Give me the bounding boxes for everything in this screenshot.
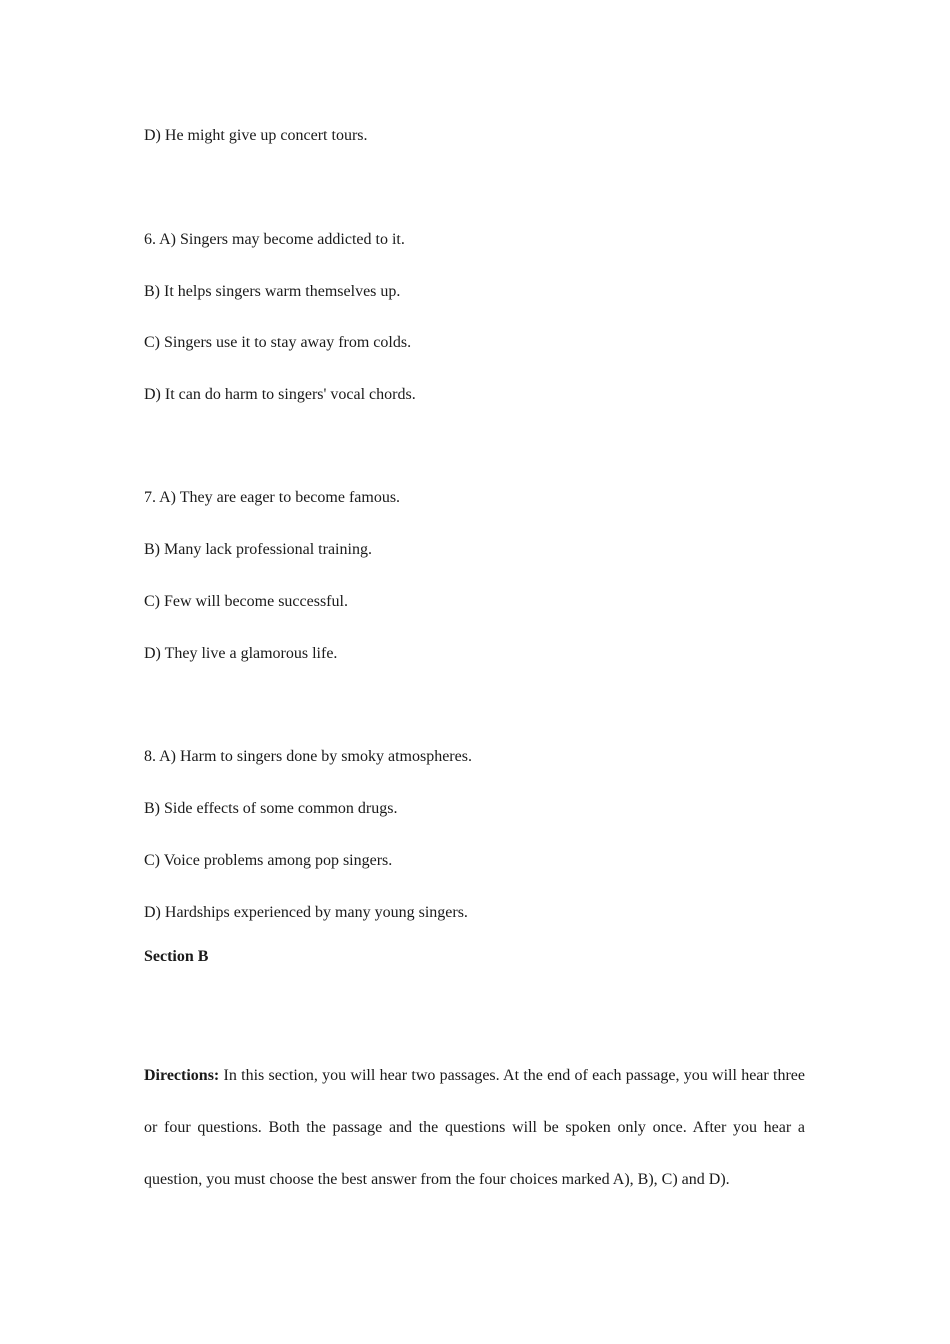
question-8-option-d: D) Hardships experienced by many young singers.: [144, 904, 468, 921]
question-7-option-a: 7. A) They are eager to become famous.: [144, 489, 401, 506]
question-6-option-b: B) It helps singers warm themselves up.: [144, 283, 401, 300]
question-8-option-c: C) Voice problems among pop singers.: [144, 852, 393, 869]
directions-text: In this section, you will hear two passages. At the end of each passage, you will hear three or four questions. Both the passage and the questions will be spoken only once. After you hear a question, you must choose the best answer from the four choices marked A), B), C) and D).: [144, 1067, 805, 1188]
directions-paragraph: [144, 1050, 805, 1206]
question-6-option-d: D) It can do harm to singers' vocal chords.: [144, 386, 416, 403]
directions-label: Directions:: [144, 1067, 220, 1084]
question-7-option-b: B) Many lack professional training.: [144, 541, 372, 558]
question-6-option-a: 6. A) Singers may become addicted to it.: [144, 231, 405, 248]
question-7-option-d: D) They live a glamorous life.: [144, 645, 338, 662]
question-7-option-c: C) Few will become successful.: [144, 593, 348, 610]
question-8-option-b: B) Side effects of some common drugs.: [144, 800, 398, 817]
question-8-option-a: 8. A) Harm to singers done by smoky atmospheres.: [144, 748, 472, 765]
section-heading: Section B: [144, 948, 209, 965]
question-6-option-c: C) Singers use it to stay away from colds.: [144, 334, 412, 351]
option-5-d: D) He might give up concert tours.: [144, 127, 368, 144]
